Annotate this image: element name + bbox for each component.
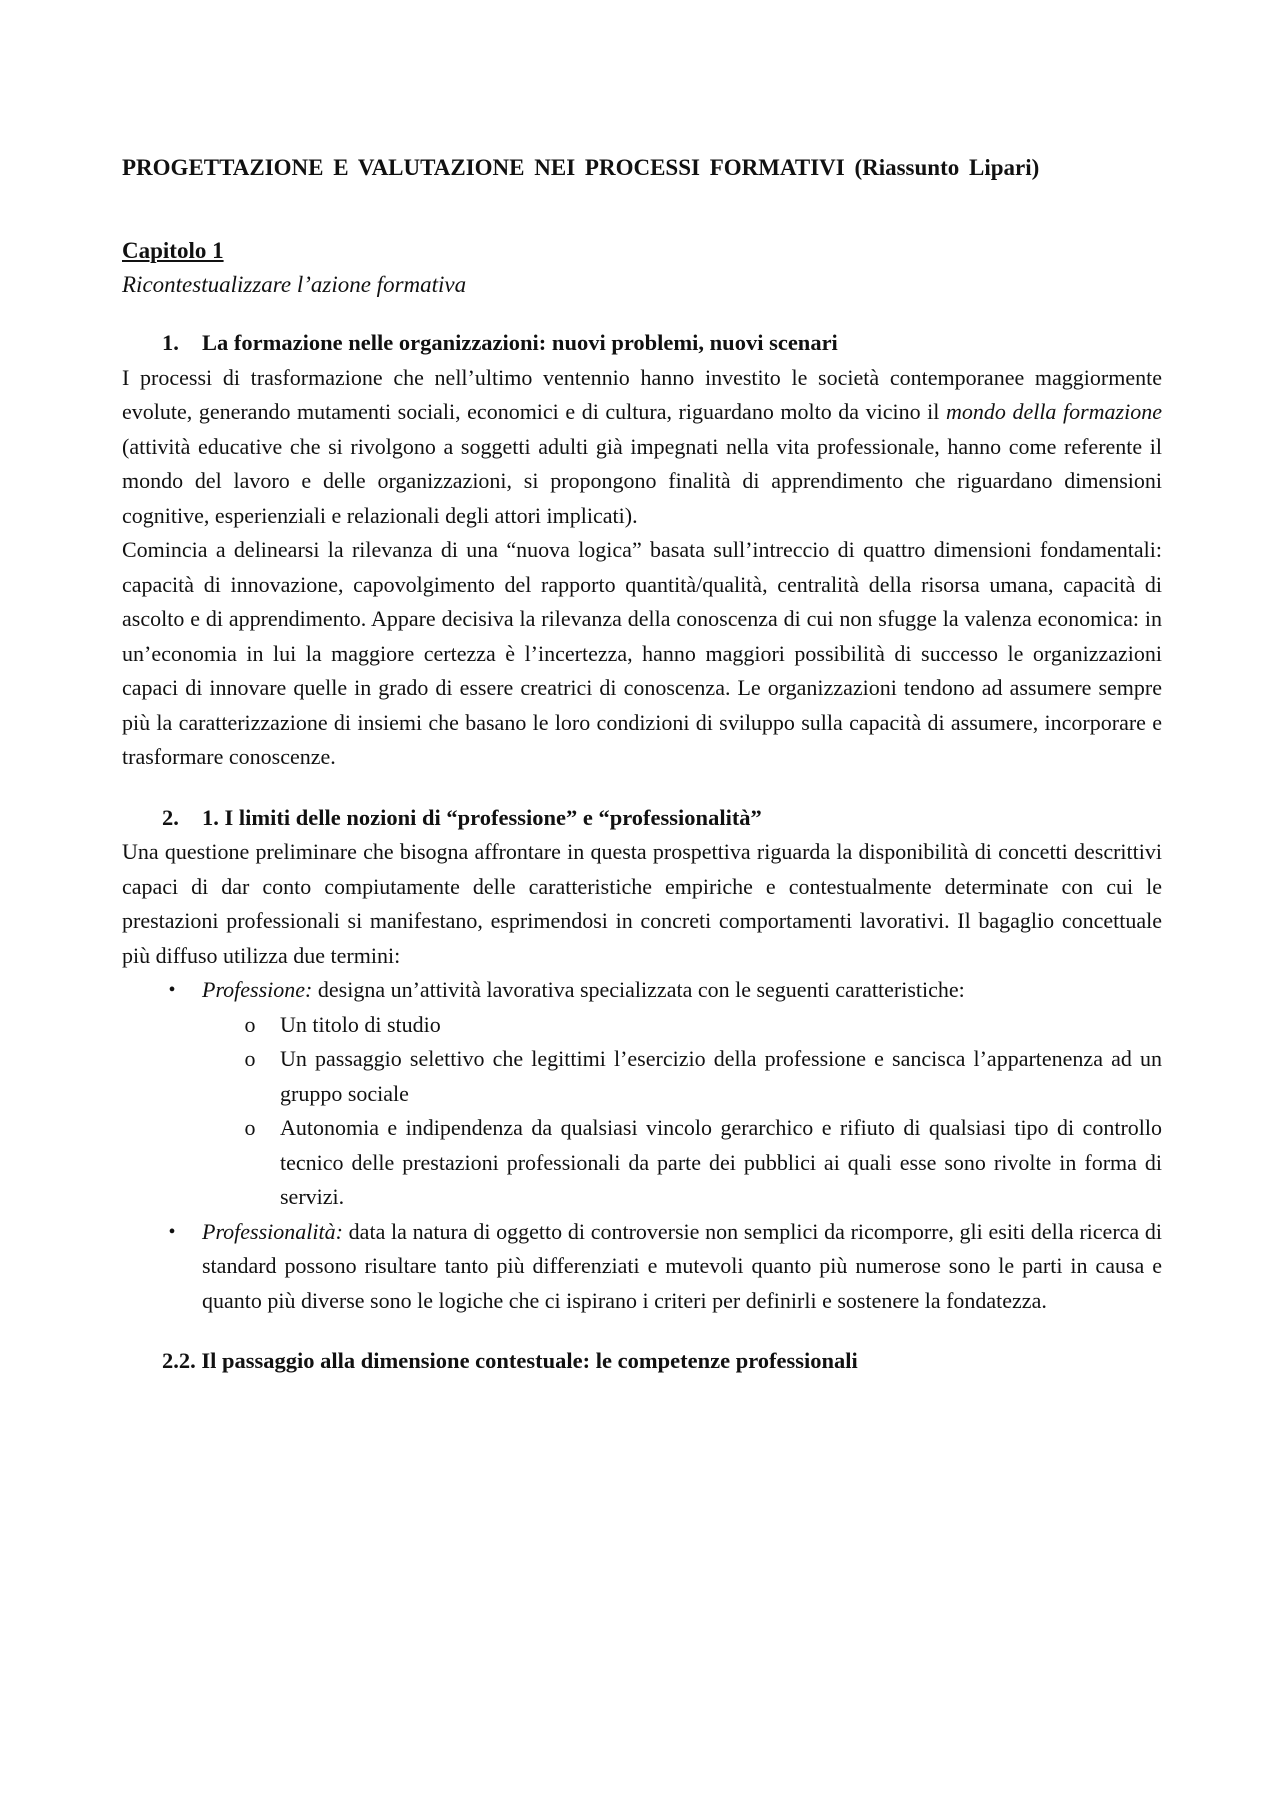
document-title: PROGETTAZIONE E VALUTAZIONE NEI PROCESSI FORMATIVI (Riassunto Lipari) xyxy=(122,155,1040,180)
sub-item-text: Un passaggio selettivo che legittimi l’esercizio della professione e sancisca l’appartenenza ad un gruppo sociale xyxy=(280,1046,1162,1106)
sub-item xyxy=(202,1008,1162,1043)
definition-list xyxy=(122,973,1162,1318)
section-1-paragraph-1 xyxy=(122,361,1162,534)
definition-professione: designa un’attività lavorativa specializzata con le seguenti caratteristiche: xyxy=(312,977,965,1002)
section-1-title: La formazione nelle organizzazioni: nuovi problemi, nuovi scenari xyxy=(202,330,838,355)
section-2-heading xyxy=(122,801,1162,836)
paragraph-1-text-end: (attività educative che si rivolgono a soggetti adulti già impegnati nella vita professionale, hanno come referente il mondo del lavoro e delle organizzazioni, si propongono finalità di apprendimento che riguardano dimensioni cognitive, esperienziali e relazionali degli attori implicati). xyxy=(122,433,1162,528)
list-item-professione xyxy=(122,973,1162,1215)
paragraph-1-italic-term: mondo della formazione xyxy=(945,399,1162,424)
section-2-intro: Una questione preliminare che bisogna affrontare in questa prospettiva riguarda la disponibilità di concetti descrittivi capaci di dar conto compiutamente delle caratteristiche empiriche e contestualmente determinate con cui le prestazioni professionali si manifestano, esprimendosi in concreti comportamenti lavorativi. Il bagaglio concettuale più diffuso utilizza due termini: xyxy=(122,839,1162,968)
term-professionalita: Professionalità: xyxy=(202,1218,343,1244)
chapter-subtitle: Ricontestualizzare l’azione formativa xyxy=(122,272,467,297)
sub-item xyxy=(202,1042,1162,1111)
section-1-heading xyxy=(122,326,1162,361)
sub-item-text: Autonomia e indipendenza da qualsiasi vincolo gerarchico e rifiuto di qualsiasi tipo di controllo tecnico delle prestazioni professionali da parte dei pubblici ai quali esse sono rivolte in forma di servizi. xyxy=(280,1115,1162,1209)
section-1-number: 1. xyxy=(162,330,179,355)
list-item-professionalita xyxy=(122,1215,1162,1319)
circle-bullet-icon: o xyxy=(244,1046,256,1071)
section-1-paragraph-2: Comincia a delinearsi la rilevanza di una “nuova logica” basata sull’intreccio di quattro dimensioni fondamentali: capacità di innovazione, capovolgimento del rapporto quantità/qualità, centralità della risorsa umana, capacità di ascolto e di apprendimento. Appare decisiva la rilevanza della conoscenza di cui non sfugge la valenza economica: in un’economia in lui la maggiore certezza è l’incertezza, hanno maggiori possibilità di successo le organizzazioni capaci di innovare quelle in grado di essere creatrici di conoscenza. Le organizzazioni tendono ad assumere sempre più la caratterizzazione di insiemi che basano le loro condizioni di sviluppo sulla capacità di assumere, incorporare e trasformare conoscenze. xyxy=(122,537,1162,769)
sub-item-text: Un titolo di studio xyxy=(280,1011,441,1037)
paragraph-1-text-start: I processi di trasformazione che nell’ultimo ventennio hanno investito le società contemporanee maggiormente evolute, generando mutamenti sociali, economici e di cultura, riguardano molto da vicino il xyxy=(122,364,1162,424)
chapter-label: Capitolo 1 xyxy=(122,238,224,263)
bullet-icon: • xyxy=(168,979,176,1001)
circle-bullet-icon: o xyxy=(244,1011,256,1037)
term-professione: Professione: xyxy=(202,977,313,1002)
circle-bullet-icon: o xyxy=(244,1115,256,1140)
section-2-title: 1. I limiti delle nozioni di “professione” e “professionalità” xyxy=(202,804,762,830)
professione-characteristics xyxy=(202,1008,1162,1215)
section-2-2-heading: 2.2. Il passaggio alla dimensione contestuale: le competenze professionali xyxy=(162,1348,858,1373)
definition-professionalita: data la natura di oggetto di controversie non semplici da ricomporre, gli esiti della ricerca di standard possono risultare tanto più differenziati e mutevoli quanto più numerose sono le parti in causa e quanto più diverse sono le logiche che ci ispirano i criteri per definirli e sostenere la fondatezza. xyxy=(202,1218,1162,1313)
bullet-icon: • xyxy=(168,1220,176,1243)
sub-item xyxy=(202,1111,1162,1215)
document-page xyxy=(122,150,1162,1379)
section-2-number: 2. xyxy=(162,804,179,830)
